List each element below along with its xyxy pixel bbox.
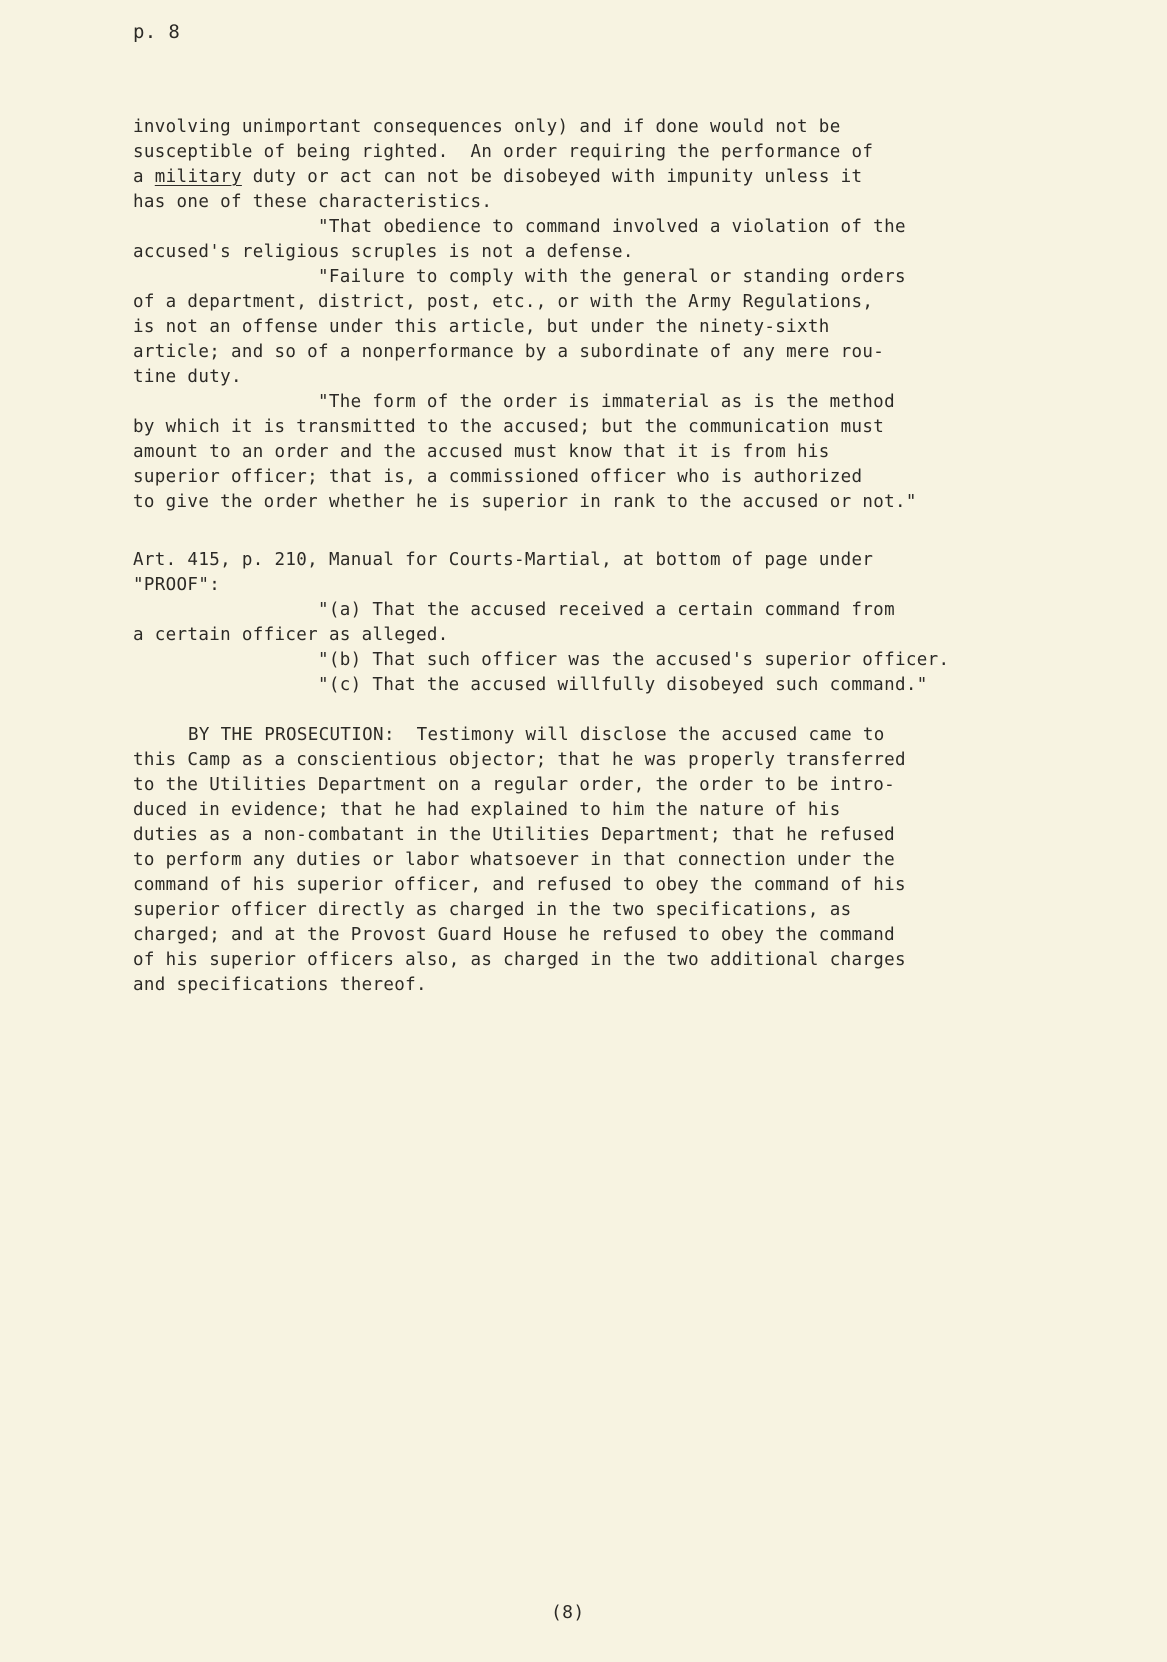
text-line: duced in evidence; that he had explained to him the nature of his [133, 800, 841, 820]
text-line: to give the order whether he is superior in rank to the accused or not." [133, 492, 917, 512]
text-line: involving unimportant consequences only) and if done would not be [133, 117, 841, 137]
text-line: superior officer directly as charged in the two specifications, as [133, 900, 852, 920]
text-line: to perform any duties or labor whatsoever in that connection under the [133, 850, 896, 870]
text-line: duties as a non-combatant in the Utilities Department; that he refused [133, 825, 896, 845]
text-line: of a department, district, post, etc., or with the Army Regulations, [133, 292, 874, 312]
text-line: "(c) That the accused willfully disobeyed such command." [318, 675, 928, 695]
text-line: to the Utilities Department on a regular order, the order to be intro- [133, 775, 896, 795]
text-line: "(b) That such officer was the accused's superior officer. [318, 650, 950, 670]
text-line: "PROOF": [133, 575, 221, 595]
text-line: article; and so of a nonperformance by a subordinate of any mere rou- [133, 342, 885, 362]
text-line: of his superior officers also, as charged in the two additional charges [133, 950, 906, 970]
text-line: "Failure to comply with the general or standing orders [318, 267, 906, 287]
text-line: tine duty. [133, 367, 242, 387]
text-line: "That obedience to command involved a violation of the [318, 217, 906, 237]
text-line: susceptible of being righted. An order requiring the performance of [133, 142, 874, 162]
page-marker-bottom: (8) [551, 1602, 585, 1623]
text-line: a military duty or act can not be disobeyed with impunity unless it [133, 167, 863, 187]
text-line: BY THE PROSECUTION: Testimony will disclose the accused came to [188, 725, 885, 745]
text-line: amount to an order and the accused must know that it is from his [133, 442, 830, 462]
text-line: has one of these characteristics. [133, 192, 493, 212]
text-line: accused's religious scruples is not a defense. [133, 242, 634, 262]
text-line: "(a) That the accused received a certain command from [318, 600, 895, 620]
text-line: Art. 415, p. 210, Manual for Courts-Martial, at bottom of page under [133, 550, 874, 570]
text-line: this Camp as a conscientious objector; that he was properly transferred [133, 750, 906, 770]
text-line: command of his superior officer, and refused to obey the command of his [133, 875, 906, 895]
text-line: superior officer; that is, a commissioned officer who is authorized [133, 467, 863, 487]
text-line: a certain officer as alleged. [133, 625, 449, 645]
underlined-word-military: military [154, 167, 242, 187]
text-line: and specifications thereof. [133, 975, 427, 995]
text-line: is not an offense under this article, but under the ninety-sixth [133, 317, 830, 337]
text-line: charged; and at the Provost Guard House he refused to obey the command [133, 925, 896, 945]
text-line: by which it is transmitted to the accused; but the communication must [133, 417, 885, 437]
page-marker-top: p. 8 [133, 21, 181, 43]
text-line: "The form of the order is immaterial as is the method [318, 392, 895, 412]
